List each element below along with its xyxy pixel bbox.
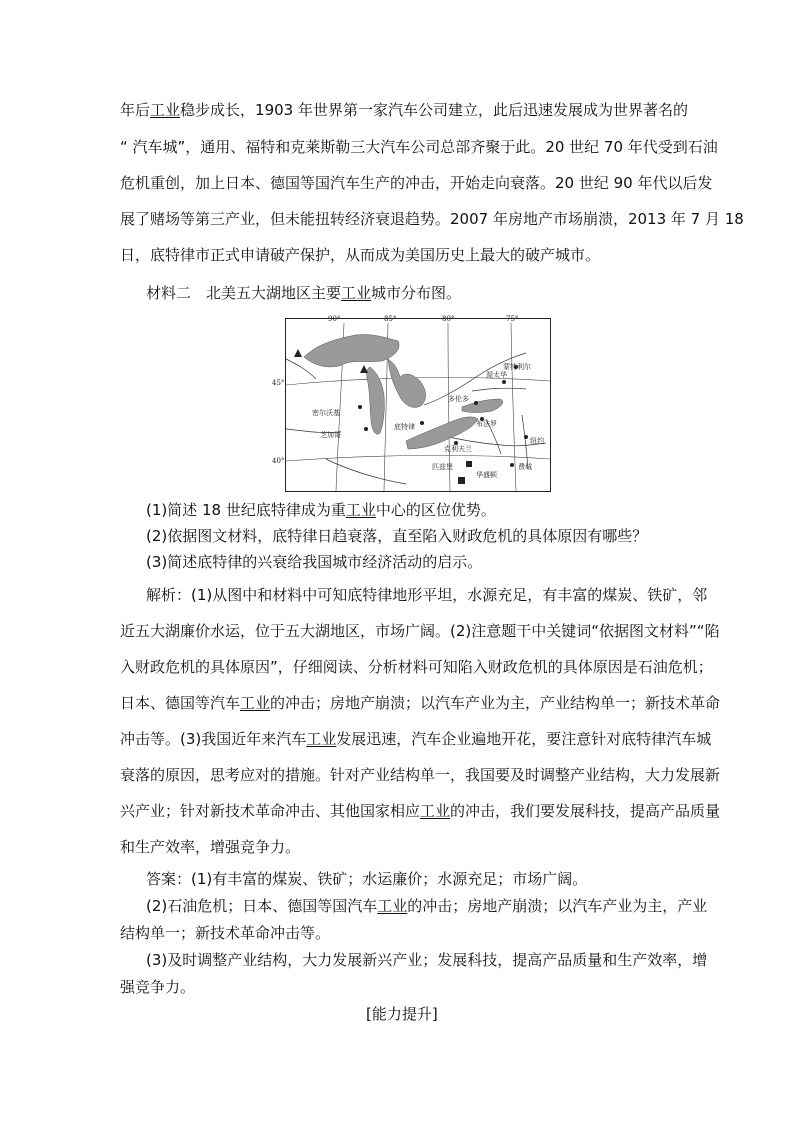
answer-line-2a: (2)石油危机；日本、德国等国汽车工业的冲击；房地产崩溃；以汽车产业为主，产业 xyxy=(146,897,708,915)
city-label-ottawa: 渥太华 xyxy=(486,371,507,379)
triangle-marker-mid xyxy=(360,365,368,373)
city-label-cleveland: 克利夫兰 xyxy=(444,445,472,453)
city-label-milwaukee: 密尔沃基 xyxy=(312,409,340,417)
city-dot-chicago xyxy=(364,427,368,431)
city-dot-philadelphia xyxy=(510,463,514,467)
square-marker-washington xyxy=(458,477,465,484)
lat-label-40: 40° xyxy=(272,457,285,465)
lake-michigan xyxy=(367,367,385,434)
border-line-c xyxy=(472,388,526,391)
lon-label-85: 85° xyxy=(384,315,397,323)
city-label-toronto: 多伦多 xyxy=(448,395,469,403)
para-line-1: 年后工业稳步成长，1903 年世界第一家汽车公司建立，此后迅速发展成为世界著名的 xyxy=(120,101,688,119)
analysis-line-2: 近五大湖廉价水运，位于五大湖地区，市场广阔。(2)注意题干中关键词“依据图文材料”“陷 xyxy=(120,622,720,640)
analysis-line-3: 入财政危机的具体原因”，仔细阅读、分析材料可知陷入财政危机的具体原因是石油危机； xyxy=(120,658,713,676)
lon-label-90: 90° xyxy=(328,315,341,323)
city-label-newyork: 纽约 xyxy=(530,437,544,445)
question-3: (3)简述底特律的兴衰给我国城市经济活动的启示。 xyxy=(146,553,483,571)
square-marker-pittsburgh xyxy=(466,461,472,467)
question-2: (2)依据图文材料，底特律日趋衰落，直至陷入财政危机的具体原因有哪些？ xyxy=(146,527,648,545)
city-label-pittsburgh: 匹兹堡 xyxy=(432,463,453,471)
question-1: (1)简述 18 世纪底特律成为重工业中心的区位优势。 xyxy=(146,501,496,519)
answer-line-3b: 强竞争力。 xyxy=(120,978,196,996)
answer-line-2b: 结构单一；新技术革命冲击等。 xyxy=(120,924,331,942)
city-label-buffalo: 布法罗 xyxy=(476,420,497,428)
analysis-line-1: 解析：(1)从图中和材料中可知底特律地形平坦，水源充足，有丰富的煤炭、铁矿，邻 xyxy=(146,586,708,604)
para-line-4: 展了赌场等第三产业，但未能扭转经济衰退趋势。2007 年房地产市场崩溃，2013 年 7 月 18 xyxy=(120,210,744,228)
answer-line-1: 答案：(1)有丰富的煤炭、铁矿；水运廉价；水源充足；市场广阔。 xyxy=(146,870,588,888)
city-label-chicago: 芝加哥 xyxy=(320,431,341,439)
border-line-g xyxy=(326,459,406,484)
lon-label-75: 75° xyxy=(506,315,519,323)
parallel-40 xyxy=(286,455,550,461)
map-svg xyxy=(272,315,550,491)
great-lakes-map xyxy=(272,315,551,492)
lake-superior xyxy=(304,334,399,366)
answer-line-3a: (3)及时调整产业结构，大力发展新兴产业；发展科技，提高产品质量和生产效率，增 xyxy=(146,951,708,969)
city-dot-ottawa xyxy=(502,380,506,384)
city-label-montreal: 蒙特利尔 xyxy=(503,363,531,371)
para-line-3: 危机重创，加上日本、德国等国汽车生产的冲击，开始走向衰落。20 世纪 90 年代以后发 xyxy=(120,174,713,192)
city-dot-toronto xyxy=(474,401,478,405)
city-label-philadelphia: 费城 xyxy=(518,463,532,471)
city-dot-milwaukee xyxy=(358,405,362,409)
para-line-2: “ 汽车城”，通用、福特和克莱斯勒三大汽车公司总部齐聚于此。20 世纪 70 年代受到石油 xyxy=(120,138,718,156)
border-line-f xyxy=(522,415,528,469)
city-dot-detroit xyxy=(420,421,424,425)
analysis-line-5: 冲击等。(3)我国近年来汽车工业发展迅速，汽车企业遍地开花，要注意针对底特律汽车城 xyxy=(120,730,712,748)
analysis-line-7: 兴产业；针对新技术革命冲击、其他国家相应工业的冲击，我们要发展科技，提高产品质量 xyxy=(120,802,721,820)
borders xyxy=(286,353,546,484)
analysis-line-6: 衰落的原因，思考应对的措施。针对产业结构单一，我国要及时调整产业结构，大力发展新 xyxy=(120,766,721,784)
material-two-title: 材料二 北美五大湖地区主要工业城市分布图。 xyxy=(146,284,462,302)
lat-label-45: 45° xyxy=(272,379,285,387)
analysis-line-8: 和生产效率，增强竞争力。 xyxy=(120,838,301,856)
lake-huron xyxy=(388,359,426,407)
analysis-line-4: 日本、德国等汽车工业的冲击；房地产崩溃；以汽车产业为主，产业结构单一；新技术革命 xyxy=(120,694,721,712)
triangle-marker-west xyxy=(294,349,302,357)
section-footer: [能力提升] xyxy=(366,1005,438,1023)
city-label-detroit: 底特律 xyxy=(394,423,415,431)
lon-label-80: 80° xyxy=(442,315,455,323)
city-label-washington: 华盛顿 xyxy=(476,471,497,479)
city-dot-newyork xyxy=(524,435,528,439)
para-line-5: 日，底特律市正式申请破产保护，从而成为美国历史上最大的破产城市。 xyxy=(120,246,601,264)
